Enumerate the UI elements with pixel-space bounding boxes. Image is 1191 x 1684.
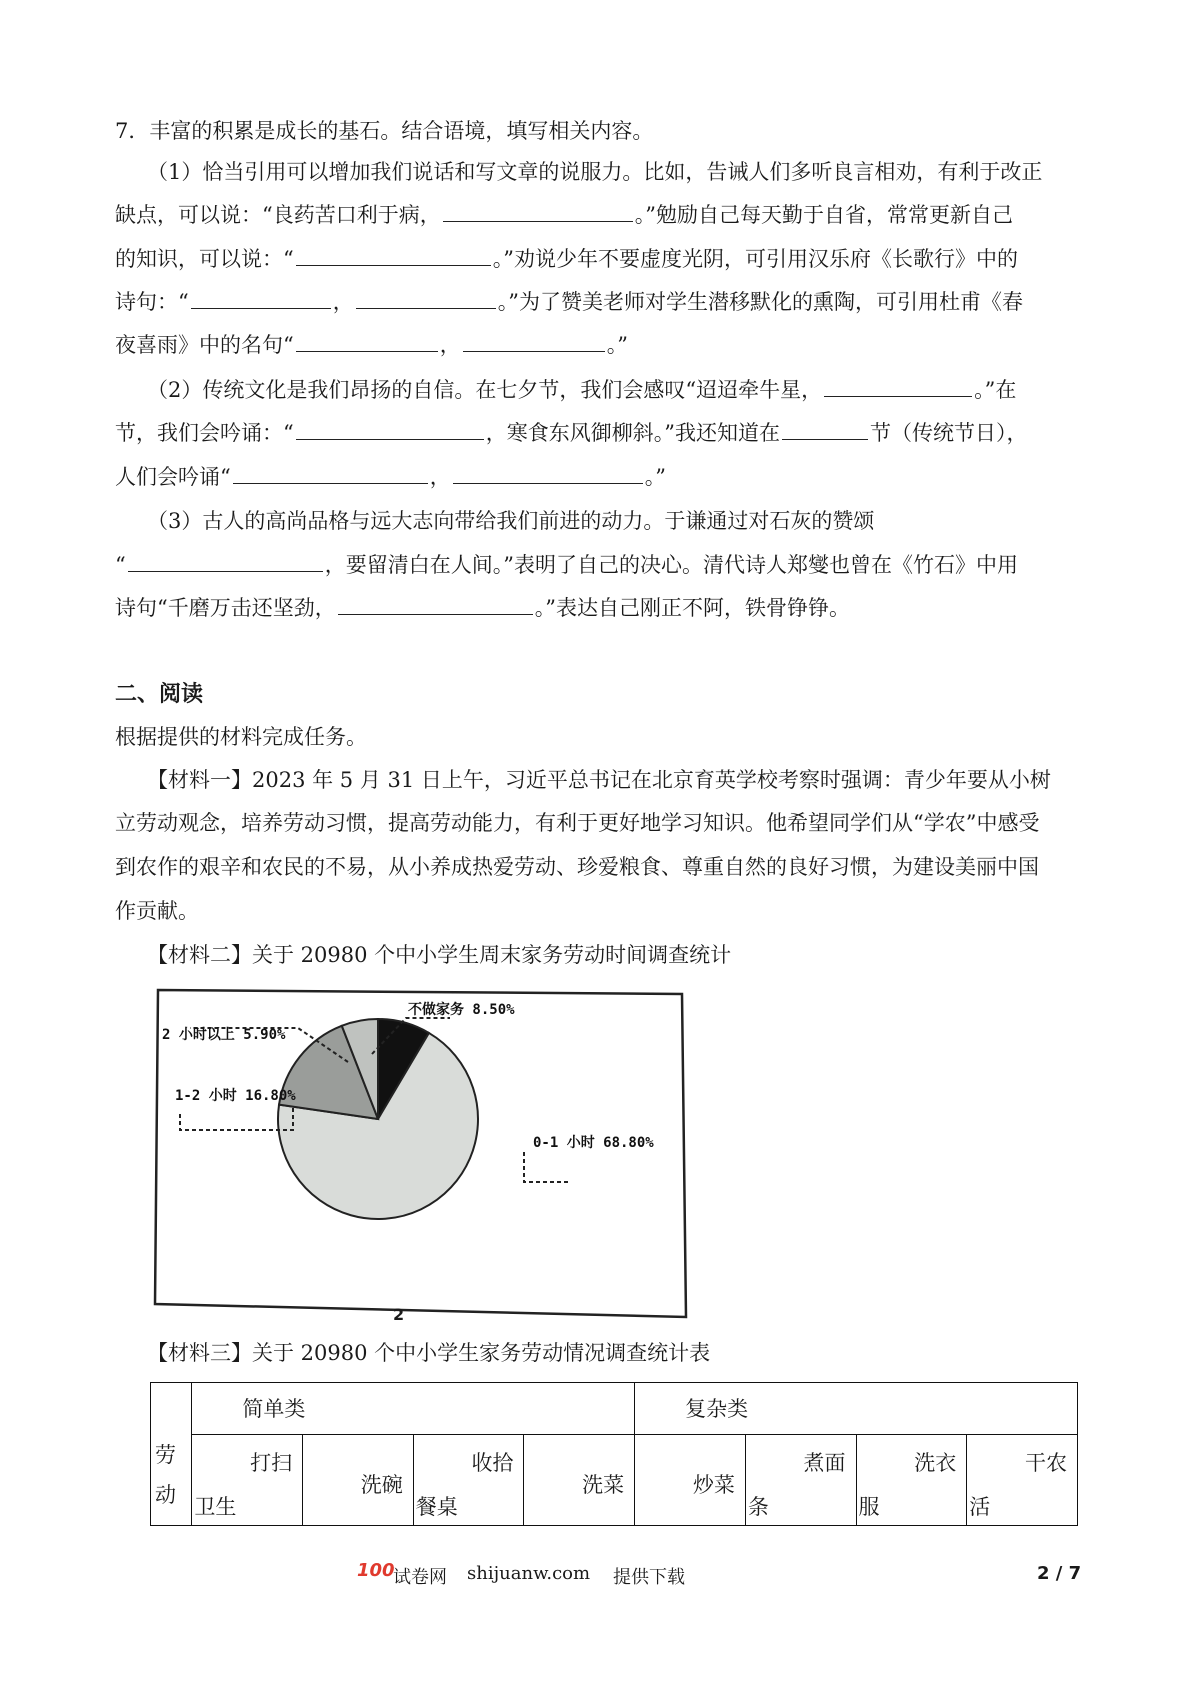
cell-text: 洗菜	[582, 1473, 625, 1497]
pie-chart-figure	[150, 982, 690, 1327]
q7-part1-line1: （1）恰当引用可以增加我们说话和写文章的说服力。比如，告诫人们多听良言相劝，有利于改正	[147, 160, 1043, 184]
cell-text: 活	[969, 1495, 991, 1519]
cell-text: 卫生	[194, 1495, 237, 1519]
material2-heading: 【材料二】关于 20980 个中小学生周末家务劳动时间调查统计	[147, 943, 732, 967]
table-cell	[192, 1435, 303, 1526]
q7-part2-line3	[115, 462, 1085, 492]
answer-blank[interactable]	[453, 463, 643, 484]
section-title: 二、阅读	[115, 682, 204, 707]
text: 的知识，可以说：“	[115, 247, 294, 271]
material3-heading: 【材料三】关于 20980 个中小学生家务劳动情况调查统计表	[147, 1341, 711, 1365]
figure-number: 2	[393, 1305, 405, 1324]
page-number: 2 / 7	[1037, 1563, 1082, 1584]
text: ，	[429, 465, 451, 489]
cell-text: 洗碗	[360, 1473, 403, 1497]
footer-site-name: 试卷网	[393, 1567, 447, 1588]
q7-part1-line5	[115, 330, 1085, 360]
leader-line-0-1	[524, 1150, 568, 1182]
cell-text: 煮面	[803, 1451, 846, 1475]
text: 夜喜雨》中的名句“	[115, 333, 294, 357]
text: 节（传统节日），	[870, 421, 1028, 445]
pie-label-none: 不做家务 8.50%	[408, 1002, 515, 1018]
site-logo: 100	[357, 1560, 395, 1581]
q7-part1-line2	[115, 200, 1085, 230]
q7-part2-line1	[147, 375, 1117, 405]
table-cell	[635, 1435, 746, 1526]
answer-blank[interactable]	[296, 245, 491, 266]
section-intro: 根据提供的材料完成任务。	[115, 725, 367, 749]
pie-label-0-1: 0-1 小时 68.80%	[533, 1135, 654, 1151]
cell-text: 干农	[1025, 1451, 1067, 1475]
text: 诗句：“	[115, 290, 189, 314]
text: 。”劝说少年不要虚度光阴，可引用汉乐府《长歌行》中的	[492, 247, 1018, 271]
q7-part2-line2	[115, 418, 1085, 448]
answer-blank[interactable]	[443, 201, 633, 222]
question-7-title: 7．丰富的积累是成长的基石。结合语境，填写相关内容。	[115, 119, 654, 143]
answer-blank[interactable]	[233, 463, 428, 484]
labor-stats-table	[150, 1382, 1078, 1526]
answer-blank[interactable]	[824, 376, 972, 397]
cell-text: 条	[747, 1495, 769, 1519]
cell-text: 炒菜	[692, 1473, 735, 1497]
text: 。”为了赞美老师对学生潜移默化的熏陶，可引用杜甫《春	[497, 290, 1023, 314]
text: ，寒食东风御柳斜。”我还知道在	[485, 421, 780, 445]
table-cell	[745, 1435, 856, 1526]
text: （2）传统文化是我们昂扬的自信。在七夕节，我们会感叹“迢迢牵牛星，	[147, 378, 823, 402]
text: ，要留清白在人间。”表明了自己的决心。清代诗人郑燮也曾在《竹石》中用	[324, 553, 1018, 577]
table-row	[151, 1383, 1078, 1435]
table-cell	[413, 1435, 524, 1526]
material1-line3: 到农作的艰辛和农民的不易，从小养成热爱劳动、珍爱粮食、尊重自然的良好习惯，为建设美丽中国	[115, 855, 1039, 879]
table-cell	[856, 1435, 967, 1526]
table-cell	[524, 1435, 635, 1526]
row-header-char: 劳	[155, 1443, 176, 1467]
group-simple	[192, 1383, 635, 1435]
text: 人们会吟诵“	[115, 465, 231, 489]
text: 。”表达自己刚正不阿，铁骨铮铮。	[534, 596, 850, 620]
text: 。”勉励自己每天勤于自省，常常更新自己	[634, 203, 1013, 227]
text: 。”	[606, 333, 628, 357]
text: ，	[332, 290, 354, 314]
leader-line-1-2	[180, 1108, 293, 1130]
text: 节，我们会吟诵：“	[115, 421, 294, 445]
group-label: 复杂类	[685, 1397, 749, 1421]
q7-part3-line3	[115, 593, 1085, 623]
cell-text: 收拾	[471, 1451, 514, 1475]
cell-text: 打扫	[250, 1451, 293, 1475]
material1-line4: 作贡献。	[115, 899, 199, 923]
answer-blank[interactable]	[338, 594, 533, 615]
text: “	[115, 553, 126, 577]
cell-text: 服	[858, 1495, 880, 1519]
row-header-char: 动	[155, 1483, 176, 1507]
answer-blank[interactable]	[463, 331, 605, 352]
table-cell	[967, 1435, 1078, 1526]
answer-blank[interactable]	[356, 288, 496, 309]
material1-line1: 【材料一】2023 年 5 月 31 日上午，习近平总书记在北京育英学校考察时强调：青少年要从小树	[147, 768, 1051, 792]
q7-part1-line4	[115, 287, 1085, 317]
table-row	[151, 1435, 1078, 1526]
material1-line2: 立劳动观念，培养劳动习惯，提高劳动能力，有利于更好地学习知识。他希望同学们从“学农”中感受	[115, 811, 1040, 835]
answer-blank[interactable]	[128, 551, 323, 572]
answer-blank[interactable]	[191, 288, 331, 309]
text: 。”在	[974, 378, 1017, 402]
group-complex	[635, 1383, 1078, 1435]
footer-download: 提供下载	[613, 1567, 685, 1588]
pie-label-2plus: 2 小时以上 5.90%	[162, 1027, 286, 1043]
answer-blank[interactable]	[296, 419, 484, 440]
q7-part3-line2	[115, 550, 1085, 580]
cell-text: 餐桌	[415, 1495, 458, 1519]
cell-text: 洗衣	[914, 1451, 957, 1475]
row-header-cell	[151, 1383, 192, 1526]
table-cell	[303, 1435, 414, 1526]
footer-domain[interactable]: shijuanw.com	[467, 1563, 591, 1584]
q7-part1-line3	[115, 244, 1085, 274]
text: 缺点，可以说：“良药苦口利于病，	[115, 203, 441, 227]
q7-part3-line1: （3）古人的高尚品格与远大志向带给我们前进的动力。于谦通过对石灰的赞颂	[147, 509, 875, 533]
text: 。”	[644, 465, 666, 489]
text: ，	[439, 333, 461, 357]
answer-blank[interactable]	[782, 419, 868, 440]
group-label: 简单类	[242, 1397, 306, 1421]
text: 诗句“千磨万击还坚劲，	[115, 596, 336, 620]
pie-label-1-2: 1-2 小时 16.80%	[175, 1088, 296, 1104]
answer-blank[interactable]	[296, 331, 438, 352]
